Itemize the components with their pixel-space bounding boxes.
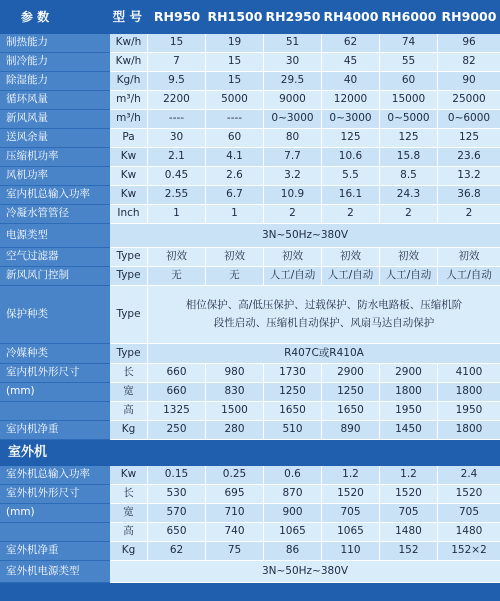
table-cell: 51 (264, 34, 322, 53)
table-cell: 初效 (380, 248, 438, 267)
table-cell: 15.8 (380, 148, 438, 167)
table-cell: 1065 (264, 523, 322, 542)
table-cell: 4100 (438, 364, 500, 383)
row-label: 电源类型 (0, 224, 110, 248)
row-span-value: 3N~50Hz~380V (110, 224, 500, 248)
table-cell: 710 (206, 504, 264, 523)
row-unit: Kw (110, 148, 148, 167)
row-label: 室内机总输入功率 (0, 186, 110, 205)
table-cell: 60 (206, 129, 264, 148)
table-cell: 60 (380, 72, 438, 91)
table-cell: 6.7 (206, 186, 264, 205)
row-unit: Kw (110, 466, 148, 485)
table-cell: 1.2 (380, 466, 438, 485)
table-cell: 570 (148, 504, 206, 523)
table-cell: 13.2 (438, 167, 500, 186)
table-cell: 830 (206, 383, 264, 402)
table-cell: 0.25 (206, 466, 264, 485)
row-label: 制热能力 (0, 34, 110, 53)
table-cell: 2.1 (148, 148, 206, 167)
row-unit: m³/h (110, 110, 148, 129)
table-cell: 人工/自动 (264, 267, 322, 286)
row-label: 空气过滤器 (0, 248, 110, 267)
model-rh1500: RH1500 (206, 0, 264, 34)
table-cell: 90 (438, 72, 500, 91)
table-cell: 705 (438, 504, 500, 523)
row-label: 除湿能力 (0, 72, 110, 91)
model-rh9000: RH9000 (438, 0, 500, 34)
table-cell: 3.2 (264, 167, 322, 186)
row-unit: 长 (110, 485, 148, 504)
table-cell: 初效 (148, 248, 206, 267)
row-label: 室内机外形尺寸 (0, 364, 110, 383)
table-cell: 650 (148, 523, 206, 542)
table-cell: 900 (264, 504, 322, 523)
row-label: 室外机电源类型 (0, 561, 110, 583)
row-unit: Type (110, 286, 148, 344)
table-cell: 55 (380, 53, 438, 72)
table-cell: 80 (264, 129, 322, 148)
table-cell: 1800 (380, 383, 438, 402)
table-cell: 0~3000 (264, 110, 322, 129)
table-cell: 1520 (438, 485, 500, 504)
table-cell: 705 (322, 504, 380, 523)
table-cell: 510 (264, 421, 322, 440)
row-unit: Kg (110, 542, 148, 561)
table-cell: 7 (148, 53, 206, 72)
table-cell: 125 (438, 129, 500, 148)
row-unit: Type (110, 248, 148, 267)
table-cell: 30 (264, 53, 322, 72)
table-cell: 1520 (322, 485, 380, 504)
table-cell: 870 (264, 485, 322, 504)
table-cell: 280 (206, 421, 264, 440)
table-cell: 0~6000 (438, 110, 500, 129)
row-label: 冷凝水管管径 (0, 205, 110, 224)
row-unit: 宽 (110, 504, 148, 523)
params-header: 参 数 (0, 0, 70, 34)
table-cell: 1800 (438, 421, 500, 440)
table-cell: 1250 (322, 383, 380, 402)
table-cell: 110 (322, 542, 380, 561)
row-unit: 高 (110, 402, 148, 421)
table-cell: 5.5 (322, 167, 380, 186)
table-cell: 1950 (438, 402, 500, 421)
table-cell: 2900 (322, 364, 380, 383)
row-label: (mm) (0, 504, 110, 523)
table-cell: 7.7 (264, 148, 322, 167)
table-cell: 1520 (380, 485, 438, 504)
table-cell: 152 (380, 542, 438, 561)
table-cell: 1450 (380, 421, 438, 440)
table-cell: 0.6 (264, 466, 322, 485)
table-cell: 15000 (380, 91, 438, 110)
table-cell: 530 (148, 485, 206, 504)
table-cell: 75 (206, 542, 264, 561)
row-label: 室外机外形尺寸 (0, 485, 110, 504)
table-cell: 740 (206, 523, 264, 542)
table-cell: 23.6 (438, 148, 500, 167)
table-cell: 2 (322, 205, 380, 224)
table-cell: 9.5 (148, 72, 206, 91)
table-cell: 62 (322, 34, 380, 53)
table-cell: 2.55 (148, 186, 206, 205)
row-label: 风机功率 (0, 167, 110, 186)
table-cell: 1 (206, 205, 264, 224)
table-cell: 12000 (322, 91, 380, 110)
table-cell: 0~3000 (322, 110, 380, 129)
table-cell: 2.4 (438, 466, 500, 485)
table-cell: 2900 (380, 364, 438, 383)
table-cell: 25000 (438, 91, 500, 110)
row-label: (mm) (0, 383, 110, 402)
table-cell: 1250 (264, 383, 322, 402)
table-cell: 152×2 (438, 542, 500, 561)
table-cell: 16.1 (322, 186, 380, 205)
table-cell: 1480 (438, 523, 500, 542)
model-rh2950: RH2950 (264, 0, 322, 34)
table-cell: 10.9 (264, 186, 322, 205)
table-cell: 96 (438, 34, 500, 53)
table-cell: 人工/自动 (438, 267, 500, 286)
model-rh6000: RH6000 (380, 0, 438, 34)
model-header: 型 号 (70, 0, 148, 34)
table-cell: 30 (148, 129, 206, 148)
model-rh4000: RH4000 (322, 0, 380, 34)
model-rh950: RH950 (148, 0, 206, 34)
table-cell: 10.6 (322, 148, 380, 167)
row-label: 压缩机功率 (0, 148, 110, 167)
row-unit: Kw (110, 186, 148, 205)
table-cell: ---- (148, 110, 206, 129)
table-cell: 250 (148, 421, 206, 440)
table-cell: 人工/自动 (380, 267, 438, 286)
table-cell: 无 (206, 267, 264, 286)
table-cell: 890 (322, 421, 380, 440)
row-label: 室外机总输入功率 (0, 466, 110, 485)
table-cell: 5000 (206, 91, 264, 110)
table-cell: 660 (148, 383, 206, 402)
row-unit: 高 (110, 523, 148, 542)
table-cell: 24.3 (380, 186, 438, 205)
table-cell: 初效 (322, 248, 380, 267)
table-cell: 74 (380, 34, 438, 53)
table-cell: 1500 (206, 402, 264, 421)
row-unit: Type (110, 267, 148, 286)
table-cell: 1730 (264, 364, 322, 383)
row-unit: Pa (110, 129, 148, 148)
row-unit: 宽 (110, 383, 148, 402)
row-unit: Inch (110, 205, 148, 224)
table-cell: 初效 (438, 248, 500, 267)
row-label: 循环风量 (0, 91, 110, 110)
table-cell: 2.6 (206, 167, 264, 186)
table-cell: 45 (322, 53, 380, 72)
table-cell: 2200 (148, 91, 206, 110)
table-cell: 15 (206, 72, 264, 91)
row-unit: Kg/h (110, 72, 148, 91)
table-cell: 125 (380, 129, 438, 148)
table-cell: 初效 (264, 248, 322, 267)
table-cell: 660 (148, 364, 206, 383)
row-unit: Kg (110, 421, 148, 440)
row-unit: Type (110, 344, 148, 364)
row-label: 送风余量 (0, 129, 110, 148)
row-unit: Kw (110, 167, 148, 186)
table-cell: 0~5000 (380, 110, 438, 129)
row-label (0, 402, 110, 421)
table-cell: 36.8 (438, 186, 500, 205)
table-cell: 0.15 (148, 466, 206, 485)
table-cell: 1950 (380, 402, 438, 421)
table-cell: 4.1 (206, 148, 264, 167)
row-unit: Kw/h (110, 53, 148, 72)
table-cell: 29.5 (264, 72, 322, 91)
row-span-value: 相位保护、高/低压保护、过载保护、防水电路板、压缩机阶 段性启动、压缩机自动保护、风扇马达自动保护 (148, 286, 500, 344)
table-cell: 15 (148, 34, 206, 53)
table-cell: 82 (438, 53, 500, 72)
table-cell: 1325 (148, 402, 206, 421)
section-title-outdoor: 室外机 (0, 440, 500, 466)
table-cell: 9000 (264, 91, 322, 110)
row-label: 新风风门控制 (0, 267, 110, 286)
table-cell: 1650 (264, 402, 322, 421)
row-label: 保护种类 (0, 286, 110, 344)
table-cell: 40 (322, 72, 380, 91)
table-cell: ---- (206, 110, 264, 129)
table-cell: 980 (206, 364, 264, 383)
table-cell: 86 (264, 542, 322, 561)
row-unit: 长 (110, 364, 148, 383)
table-cell: 0.45 (148, 167, 206, 186)
row-span-value: R407C或R410A (148, 344, 500, 364)
table-cell: 无 (148, 267, 206, 286)
row-label (0, 523, 110, 542)
table-cell: 1 (148, 205, 206, 224)
table-cell: 2 (380, 205, 438, 224)
row-span-value: 3N~50Hz~380V (110, 561, 500, 583)
table-cell: 人工/自动 (322, 267, 380, 286)
table-cell: 15 (206, 53, 264, 72)
row-label: 制冷能力 (0, 53, 110, 72)
row-label: 室内机净重 (0, 421, 110, 440)
table-cell: 125 (322, 129, 380, 148)
table-cell: 8.5 (380, 167, 438, 186)
table-cell: 2 (438, 205, 500, 224)
table-cell: 19 (206, 34, 264, 53)
row-unit: m³/h (110, 91, 148, 110)
table-cell: 1.2 (322, 466, 380, 485)
table-cell: 695 (206, 485, 264, 504)
table-cell: 2 (264, 205, 322, 224)
table-cell: 62 (148, 542, 206, 561)
row-label: 新风风量 (0, 110, 110, 129)
table-cell: 1480 (380, 523, 438, 542)
table-cell: 1065 (322, 523, 380, 542)
table-cell: 初效 (206, 248, 264, 267)
table-cell: 1650 (322, 402, 380, 421)
row-label: 室外机净重 (0, 542, 110, 561)
table-cell: 1800 (438, 383, 500, 402)
row-label: 冷媒种类 (0, 344, 110, 364)
table-cell: 705 (380, 504, 438, 523)
row-unit: Kw/h (110, 34, 148, 53)
